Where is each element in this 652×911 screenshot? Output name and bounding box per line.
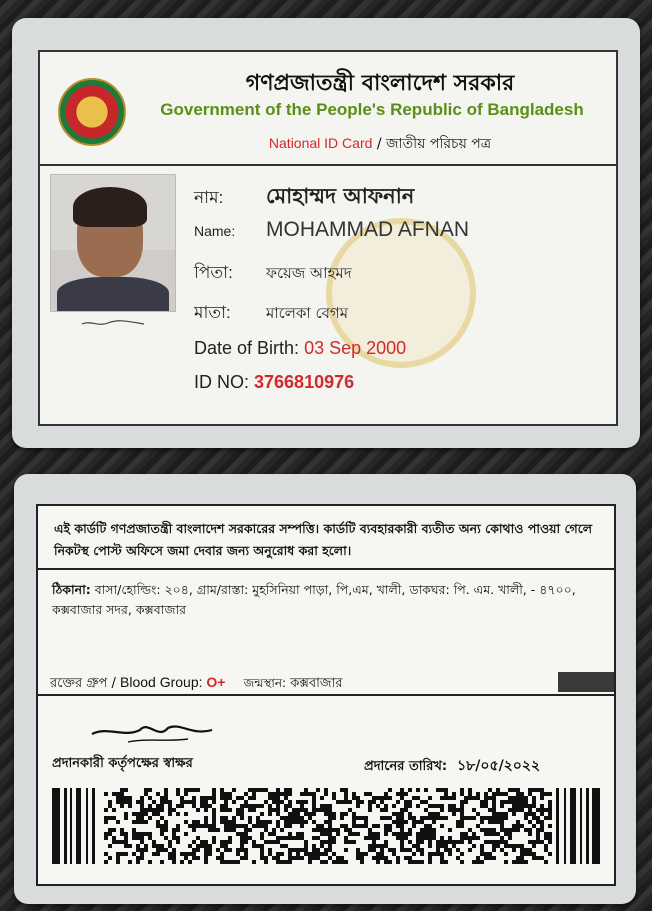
name-bengali-row bbox=[194, 180, 414, 215]
name-english-label: Name: bbox=[194, 223, 236, 239]
dob-label: Date of Birth: bbox=[194, 338, 305, 358]
holder-photo bbox=[50, 174, 176, 312]
id-number-value: 3766810976 bbox=[254, 372, 355, 392]
card-type-english: National ID Card bbox=[268, 135, 373, 151]
mother-row bbox=[194, 300, 348, 328]
issuer-signature-label: প্রদানকারী কর্তৃপক্ষের স্বাক্ষর bbox=[52, 756, 193, 771]
issuer-signature-icon bbox=[88, 712, 218, 746]
mother-value: মালেকা বেগম bbox=[266, 304, 349, 322]
address-value: বাসা/হোল্ডিং: ২০৪, গ্রাম/রাস্তা: মুহসিনিয়া পাড়া, পি,এম, খালী, ডাকঘর: পি. এম. খালী, - ৪৭০০, কক্সবাজার সদর, কক্সবাজার bbox=[52, 582, 576, 617]
issue-date-label: প্রদানের তারিখ: bbox=[364, 759, 448, 774]
photo-shoulders bbox=[57, 277, 169, 312]
mother-label: মাতা: bbox=[194, 303, 231, 322]
pdf417-barcode bbox=[52, 788, 600, 864]
id-card-back bbox=[36, 504, 616, 886]
name-english-value: MOHAMMAD AFNAN bbox=[266, 218, 470, 241]
id-label: ID NO: bbox=[194, 372, 255, 392]
blood-group-value: O+ bbox=[206, 674, 226, 690]
blood-birthplace-row bbox=[50, 674, 342, 695]
card-type-line bbox=[160, 132, 600, 156]
photo-hair bbox=[73, 187, 147, 227]
card-chip-strip bbox=[558, 672, 614, 692]
card-type-separator: / bbox=[372, 136, 387, 152]
name-bengali-value: মোহাম্মদ আফনান bbox=[266, 184, 415, 208]
father-row bbox=[194, 260, 352, 288]
name-english-row bbox=[194, 218, 469, 242]
date-of-birth-row bbox=[194, 338, 406, 359]
issue-date-value: ১৮/০৫/২০২২ bbox=[457, 758, 541, 774]
government-title-english: Government of the People's Republic of Bangladesh bbox=[160, 100, 584, 119]
blood-group-label-bengali: রক্তের গ্রুপ / bbox=[50, 676, 121, 691]
birthplace-label: জন্মস্থান: bbox=[243, 676, 287, 690]
holder-signature-icon bbox=[80, 318, 146, 328]
birthplace-value: কক্সবাজার bbox=[290, 676, 343, 691]
blood-group-label-english: Blood Group: bbox=[120, 674, 207, 690]
father-label: পিতা: bbox=[194, 263, 233, 282]
government-emblem-icon bbox=[58, 78, 126, 146]
ownership-notice: এই কার্ডটি গণপ্রজাতন্ত্রী বাংলাদেশ সরকারের সম্পত্তি। কার্ডটি ব্যবহারকারী ব্যতীত অন্য কোথাও পাওয়া গেলে নিকটস্থ পোস্ট অফিসে জমা দেবার জন্য অনুরোধ করা হলো। bbox=[38, 506, 614, 570]
government-title-bengali: গণপ্রজাতন্ত্রী বাংলাদেশ সরকার bbox=[245, 71, 515, 96]
name-bengali-label: নাম: bbox=[194, 188, 224, 207]
dob-value: 03 Sep 2000 bbox=[304, 338, 407, 358]
card-header bbox=[40, 52, 616, 166]
issue-date-row bbox=[364, 754, 540, 778]
card-type-bengali: জাতীয় পরিচয় পত্র bbox=[386, 136, 492, 152]
id-card-front bbox=[38, 50, 618, 426]
father-value: ফয়েজ আহমদ bbox=[266, 264, 352, 282]
id-number-row bbox=[194, 372, 354, 393]
address-label: ঠিকানা: bbox=[52, 582, 91, 597]
